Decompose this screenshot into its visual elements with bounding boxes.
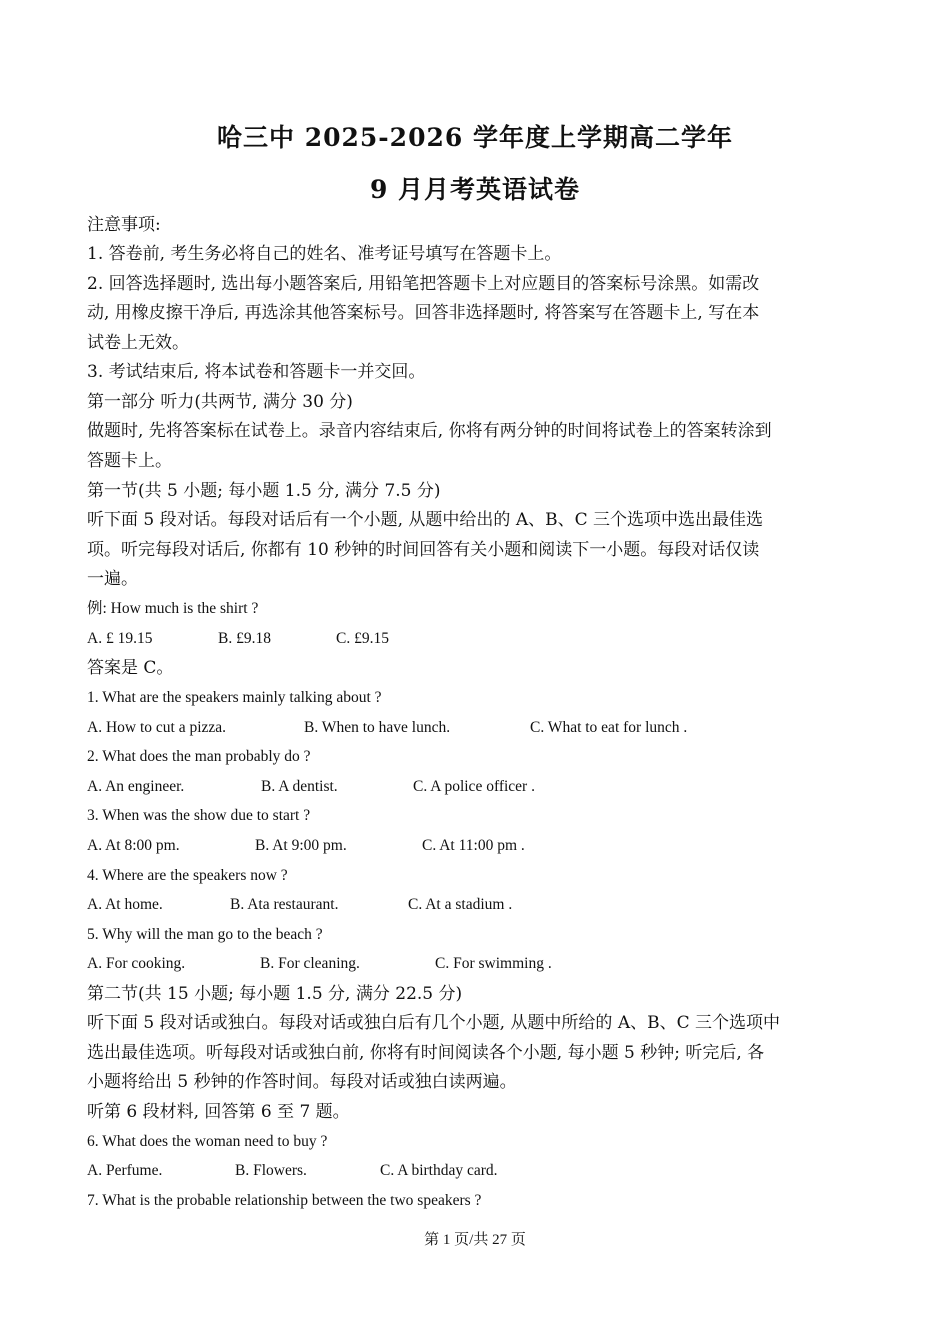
question-7: 7. What is the probable relationship between the two speakers ? (87, 1192, 482, 1209)
part1-instructions-b: 答题卡上。 (87, 451, 172, 471)
example-answer: 答案是 C。 (87, 658, 174, 678)
notice-item-1: 1. 答卷前, 考生务必将自己的姓名、准考证号填写在答题卡上。 (87, 244, 562, 264)
question-4-option-b: B. Ata restaurant. (230, 896, 339, 913)
section2-instructions-b: 选出最佳选项。听每段对话或独白前, 你将有时间阅读各个小题, 每小题 5 秒钟; 听完后, 各 (87, 1043, 765, 1063)
question-3-option-c: C. At 11:00 pm . (422, 837, 525, 854)
question-5: 5. Why will the man go to the beach ? (87, 926, 323, 943)
notice-item-2a: 2. 回答选择题时, 选出每小题答案后, 用铅笔把答题卡上对应题目的答案标号涂黑。如需改 (87, 274, 760, 294)
example-option-b: B. £9.18 (218, 630, 271, 647)
section1-instructions-c: 一遍。 (87, 569, 138, 589)
section2-heading: 第二节(共 15 小题; 每小题 1.5 分, 满分 22.5 分) (87, 984, 463, 1004)
question-6: 6. What does the woman need to buy ? (87, 1133, 328, 1150)
part1-instructions-a: 做题时, 先将答案标在试卷上。录音内容结束后, 你将有两分钟的时间将试卷上的答案转涂到 (87, 421, 772, 441)
section1-instructions-a: 听下面 5 段对话。每段对话后有一个小题, 从题中给出的 A、B、C 三个选项中选出最佳选 (87, 510, 764, 530)
section2-instructions-a: 听下面 5 段对话或独白。每段对话或独白后有几个小题, 从题中所给的 A、B、C 三个选项中 (87, 1013, 781, 1033)
question-4: 4. Where are the speakers now ? (87, 867, 288, 884)
part1-heading: 第一部分 听力(共两节, 满分 30 分) (87, 392, 353, 412)
question-2-option-a: A. An engineer. (87, 778, 185, 795)
question-6-option-a: A. Perfume. (87, 1162, 163, 1179)
notice-item-2c: 试卷上无效。 (87, 333, 189, 353)
question-6-option-c: C. A birthday card. (380, 1162, 498, 1179)
question-1-option-c: C. What to eat for lunch . (530, 719, 688, 736)
question-3: 3. When was the show due to start ? (87, 807, 311, 824)
notice-item-3: 3. 考试结束后, 将本试卷和答题卡一并交回。 (87, 362, 426, 382)
question-4-option-c: C. At a stadium . (408, 896, 513, 913)
question-1-option-a: A. How to cut a pizza. (87, 719, 227, 736)
example-option-c: C. £9.15 (336, 630, 389, 647)
exam-title-line1: 哈三中 2025-2026 学年度上学期高二学年 (217, 123, 733, 152)
section2-instructions-c: 小题将给出 5 秒钟的作答时间。每段对话或独白读两遍。 (87, 1072, 517, 1092)
question-3-option-b: B. At 9:00 pm. (255, 837, 347, 854)
question-5-option-c: C. For swimming . (435, 955, 552, 972)
example-option-a: A. £ 19.15 (87, 630, 153, 647)
question-5-option-b: B. For cleaning. (260, 955, 360, 972)
page-footer: 第 1 页/共 27 页 (424, 1232, 526, 1248)
section1-heading: 第一节(共 5 小题; 每小题 1.5 分, 满分 7.5 分) (87, 481, 441, 501)
notice-item-2b: 动, 用橡皮擦干净后, 再选涂其他答案标号。回答非选择题时, 将答案写在答题卡上, 写在本 (87, 303, 760, 323)
question-6-option-b: B. Flowers. (235, 1162, 307, 1179)
material-6-heading: 听第 6 段材料, 回答第 6 至 7 题。 (87, 1102, 350, 1122)
question-3-option-a: A. At 8:00 pm. (87, 837, 180, 854)
exam-title-line2: 9 月月考英语试卷 (369, 175, 581, 204)
notice-heading: 注意事项: (87, 215, 161, 235)
question-1-option-b: B. When to have lunch. (304, 719, 451, 736)
question-1: 1. What are the speakers mainly talking about ? (87, 689, 382, 706)
question-2-option-b: B. A dentist. (261, 778, 338, 795)
section1-instructions-b: 项。听完每段对话后, 你都有 10 秒钟的时间回答有关小题和阅读下一小题。每段对话仅读 (87, 540, 760, 560)
question-2-option-c: C. A police officer . (413, 778, 535, 795)
question-2: 2. What does the man probably do ? (87, 748, 311, 765)
question-4-option-a: A. At home. (87, 896, 163, 913)
question-5-option-a: A. For cooking. (87, 955, 186, 972)
example-question: 例: How much is the shirt ? (87, 600, 259, 617)
